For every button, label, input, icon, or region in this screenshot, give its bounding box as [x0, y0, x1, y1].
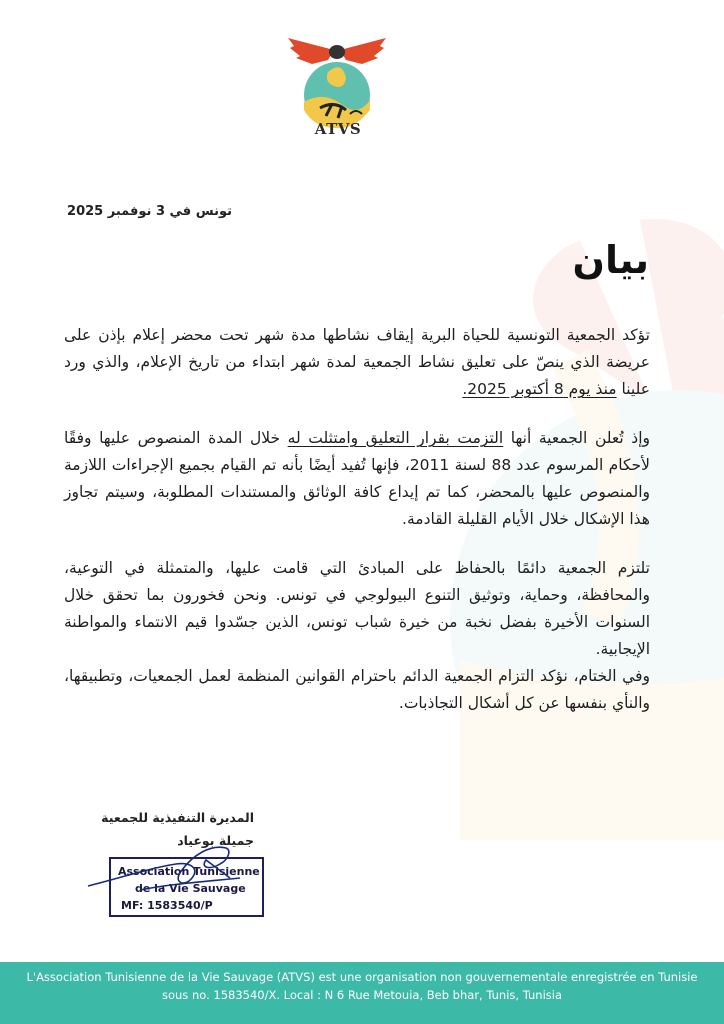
paragraph-2-underlined: التزمت بقرار التعليق وامتثلت له	[287, 429, 504, 447]
stamp-line-2: de la Vie Sauvage	[135, 882, 246, 895]
signatory-role: المديرة التنفيذية للجمعية	[101, 810, 254, 825]
footer-bar	[0, 962, 724, 1024]
footer-line-1: L'Association Tunisienne de la Vie Sauvage (ATVS) est une organisation non gouvernementale enregistrée en Tunisie	[26, 970, 698, 984]
paragraph-1	[64, 322, 650, 403]
paragraph-2	[64, 425, 650, 533]
logo-text: ATVS	[314, 120, 362, 138]
footer-line-2: sous no. 1583540/X. Local : N 6 Rue Metouia, Beb bhar, Tunis, Tunisia	[161, 988, 562, 1002]
paragraph-1-text: تؤكد الجمعية التونسية للحياة البرية إيقاف نشاطها مدة شهر تحت محضر إعلام بإذن على عريضة الذي ينصّ على تعليق نشاط الجمعية لمدة شهر ابتداء من تاريخ الإعلام، والذي ورد علينا	[64, 326, 650, 398]
paragraph-1-underlined: منذ يوم 8 أكتوبر 2025.	[462, 380, 617, 398]
paragraph-4: وفي الختام، نؤكد التزام الجمعية الدائم باحترام القوانين المنظمة لعمل الجمعيات، وتطبيقها، والنأي بنفسها عن كل أشكال التجاذبات.	[64, 667, 650, 712]
paragraph-2-text-b: خلال المدة المنصوص عليها وفقًا لأحكام المرسوم عدد 88 لسنة 2011، فإنها تُفيد أيضًا بأنه تم القيام بجميع الإجراءات اللازمة والمنصوص عليها بالمحضر، كما تم إيداع كافة الوثائق والمستندات المطلوبة، وسيتم تجاوز هذا الإشكال خلال الأيام القليلة القادمة.	[64, 429, 650, 528]
signatory-name: جميلة بوعياد	[177, 833, 254, 848]
page-title: بيان	[572, 238, 649, 282]
handwritten-signature-icon	[80, 838, 250, 898]
stamp-line-1: Association Tunisienne	[118, 865, 260, 878]
statement-body	[64, 322, 650, 739]
paragraph-2-text-a: وإذ تُعلن الجمعية أنها	[503, 429, 650, 447]
document-date: تونس في 3 نوفمبر 2025	[67, 204, 232, 219]
paragraph-3: تلتزم الجمعية دائمًا بالحفاظ على المبادئ التي قامت عليها، والمتمثلة في التوعية، والمحافظة، وحماية، وتوثيق التنوع البيولوجي في تونس. ونحن فخورون بما تحقق خلال السنوات الأخيرة بفضل نخبة من خيرة شباب تونس، الذين جسّدوا قيم الانتماء والمواطنة الإيجابية.	[64, 559, 650, 658]
stamp-line-3: MF: 1583540/P	[121, 899, 213, 912]
